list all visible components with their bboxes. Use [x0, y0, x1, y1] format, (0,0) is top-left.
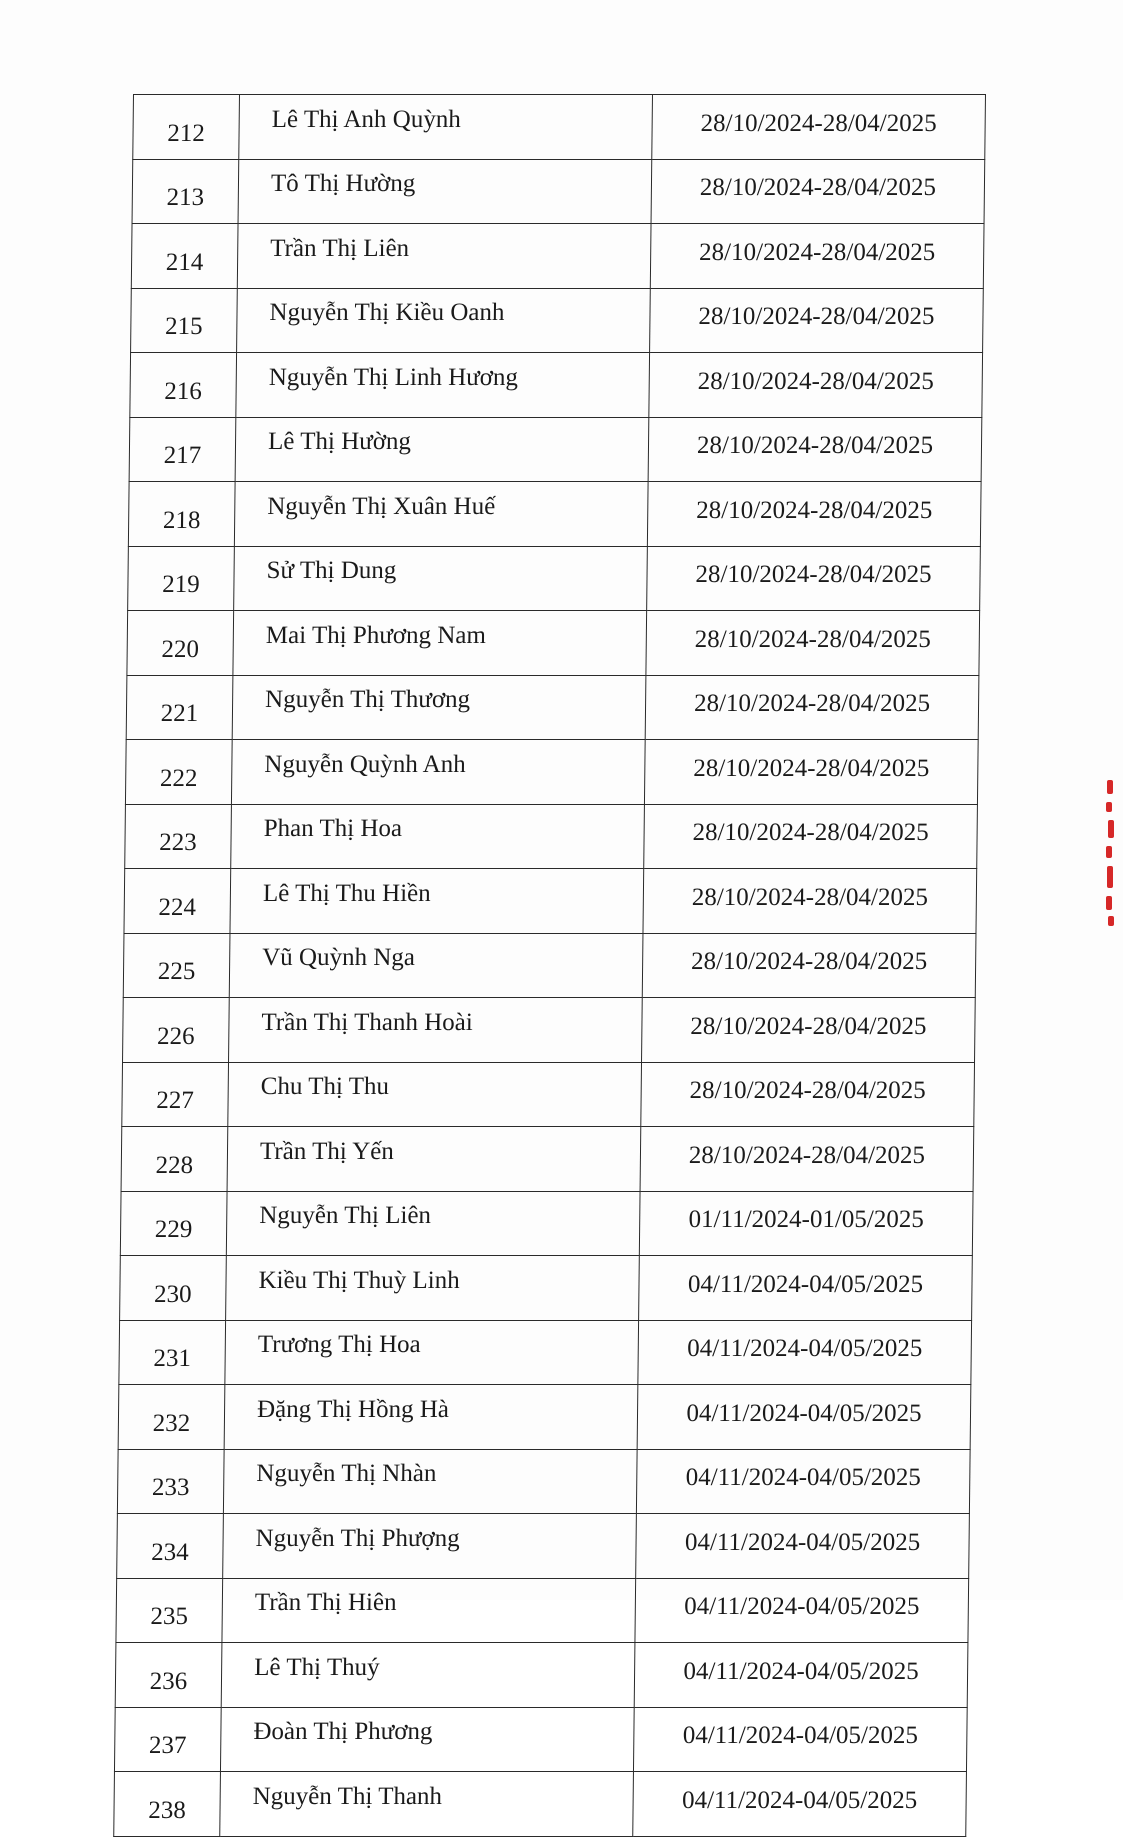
- row-number-cell: 224: [124, 869, 231, 934]
- row-number-cell: 236: [115, 1643, 222, 1708]
- table-row: [129, 417, 982, 482]
- row-number-cell: 230: [120, 1256, 227, 1321]
- full-name-cell: Trần Thị Hiên: [222, 1578, 636, 1643]
- full-name-cell: Nguyễn Thị Liên: [226, 1191, 640, 1256]
- date-range-cell: 28/10/2024-28/04/2025: [641, 1062, 975, 1127]
- roster-table: [113, 94, 986, 1837]
- table-row: [120, 1191, 973, 1256]
- date-range-cell: 04/11/2024-04/05/2025: [633, 1772, 967, 1837]
- row-number-cell: 220: [127, 611, 234, 676]
- date-range-cell: 28/10/2024-28/04/2025: [652, 95, 986, 160]
- row-number-cell: 233: [117, 1449, 224, 1514]
- full-name-cell: Vũ Quỳnh Nga: [229, 933, 643, 998]
- full-name-cell: Nguyễn Thị Nhàn: [223, 1449, 637, 1514]
- date-range-cell: 28/10/2024-28/04/2025: [645, 675, 979, 740]
- row-number-cell: 216: [130, 353, 237, 418]
- table-row: [126, 675, 979, 740]
- table-row: [119, 1320, 972, 1385]
- row-number-cell: 214: [131, 224, 238, 289]
- date-range-cell: 28/10/2024-28/04/2025: [642, 933, 976, 998]
- table-row: [117, 1514, 970, 1579]
- table-row: [131, 288, 984, 353]
- date-range-cell: 04/11/2024-04/05/2025: [638, 1320, 972, 1385]
- table-row: [123, 998, 976, 1063]
- date-range-cell: 04/11/2024-04/05/2025: [637, 1385, 971, 1450]
- row-number-cell: 221: [126, 675, 233, 740]
- full-name-cell: Trương Thị Hoa: [225, 1320, 639, 1385]
- table-row: [125, 804, 978, 869]
- full-name-cell: Nguyễn Thị Phượng: [223, 1514, 637, 1579]
- full-name-cell: Nguyễn Thị Thanh: [220, 1772, 634, 1837]
- full-name-cell: Chu Thị Thu: [228, 1062, 642, 1127]
- date-range-cell: 01/11/2024-01/05/2025: [639, 1191, 973, 1256]
- row-number-cell: 225: [123, 933, 230, 998]
- full-name-cell: Lê Thị Thuý: [221, 1643, 635, 1708]
- row-number-cell: 237: [114, 1707, 221, 1772]
- full-name-cell: Nguyễn Quỳnh Anh: [231, 740, 645, 805]
- date-range-cell: 28/10/2024-28/04/2025: [651, 159, 985, 224]
- date-range-cell: 28/10/2024-28/04/2025: [640, 1127, 974, 1192]
- date-range-cell: 28/10/2024-28/04/2025: [647, 546, 981, 611]
- date-range-cell: 28/10/2024-28/04/2025: [644, 804, 978, 869]
- table-row: [128, 482, 981, 547]
- date-range-cell: 04/11/2024-04/05/2025: [639, 1256, 973, 1321]
- row-number-cell: 227: [122, 1062, 229, 1127]
- full-name-cell: Mai Thị Phương Nam: [233, 611, 647, 676]
- table-row: [116, 1578, 969, 1643]
- full-name-cell: Trần Thị Thanh Hoài: [229, 998, 643, 1063]
- row-number-cell: 235: [116, 1578, 223, 1643]
- date-range-cell: 28/10/2024-28/04/2025: [644, 740, 978, 805]
- table-row: [115, 1643, 968, 1708]
- date-range-cell: 04/11/2024-04/05/2025: [636, 1514, 970, 1579]
- table-row: [121, 1127, 974, 1192]
- table-row: [118, 1385, 971, 1450]
- table-row: [132, 159, 985, 224]
- red-seal-edge-mark: [1106, 780, 1114, 930]
- date-range-cell: 04/11/2024-04/05/2025: [634, 1643, 968, 1708]
- full-name-cell: Kiều Thị Thuỳ Linh: [226, 1256, 640, 1321]
- full-name-cell: Trần Thị Yến: [227, 1127, 641, 1192]
- full-name-cell: Đoàn Thị Phương: [220, 1707, 634, 1772]
- date-range-cell: 28/10/2024-28/04/2025: [642, 998, 976, 1063]
- full-name-cell: Nguyễn Thị Xuân Huế: [234, 482, 648, 547]
- full-name-cell: Tô Thị Hường: [238, 159, 652, 224]
- row-number-cell: 226: [123, 998, 230, 1063]
- row-number-cell: 228: [121, 1127, 228, 1192]
- table-row: [131, 224, 984, 289]
- roster-table-body: [114, 95, 986, 1837]
- date-range-cell: 28/10/2024-28/04/2025: [648, 417, 982, 482]
- row-number-cell: 229: [120, 1191, 227, 1256]
- date-range-cell: 28/10/2024-28/04/2025: [643, 869, 977, 934]
- table-row: [124, 869, 977, 934]
- table-row: [120, 1256, 973, 1321]
- row-number-cell: 215: [131, 288, 238, 353]
- table-row: [125, 740, 978, 805]
- row-number-cell: 238: [114, 1772, 221, 1837]
- date-range-cell: 28/10/2024-28/04/2025: [650, 288, 984, 353]
- table-row: [128, 546, 981, 611]
- full-name-cell: Lê Thị Thu Hiền: [230, 869, 644, 934]
- full-name-cell: Lê Thị Anh Quỳnh: [239, 95, 653, 160]
- row-number-cell: 218: [128, 482, 235, 547]
- full-name-cell: Nguyễn Thị Kiều Oanh: [237, 288, 651, 353]
- table-row: [133, 95, 986, 160]
- row-number-cell: 222: [125, 740, 232, 805]
- table-row: [114, 1772, 967, 1837]
- date-range-cell: 04/11/2024-04/05/2025: [636, 1449, 970, 1514]
- date-range-cell: 04/11/2024-04/05/2025: [635, 1578, 969, 1643]
- date-range-cell: 28/10/2024-28/04/2025: [647, 482, 981, 547]
- full-name-cell: Đặng Thị Hồng Hà: [224, 1385, 638, 1450]
- row-number-cell: 234: [117, 1514, 224, 1579]
- table-row: [114, 1707, 967, 1772]
- full-name-cell: Nguyễn Thị Linh Hương: [236, 353, 650, 418]
- date-range-cell: 04/11/2024-04/05/2025: [633, 1707, 967, 1772]
- full-name-cell: Sử Thị Dung: [234, 546, 648, 611]
- roster-table-container: [113, 94, 964, 1837]
- date-range-cell: 28/10/2024-28/04/2025: [649, 353, 983, 418]
- full-name-cell: Nguyễn Thị Thương: [232, 675, 646, 740]
- table-row: [123, 933, 976, 998]
- row-number-cell: 232: [118, 1385, 225, 1450]
- row-number-cell: 231: [119, 1320, 226, 1385]
- row-number-cell: 217: [129, 417, 236, 482]
- table-row: [130, 353, 983, 418]
- date-range-cell: 28/10/2024-28/04/2025: [650, 224, 984, 289]
- table-row: [127, 611, 980, 676]
- table-row: [122, 1062, 975, 1127]
- table-row: [117, 1449, 970, 1514]
- full-name-cell: Trần Thị Liên: [237, 224, 651, 289]
- full-name-cell: Lê Thị Hường: [235, 417, 649, 482]
- row-number-cell: 219: [128, 546, 235, 611]
- row-number-cell: 213: [132, 159, 239, 224]
- row-number-cell: 223: [125, 804, 232, 869]
- date-range-cell: 28/10/2024-28/04/2025: [646, 611, 980, 676]
- full-name-cell: Phan Thị Hoa: [231, 804, 645, 869]
- row-number-cell: 212: [133, 95, 240, 160]
